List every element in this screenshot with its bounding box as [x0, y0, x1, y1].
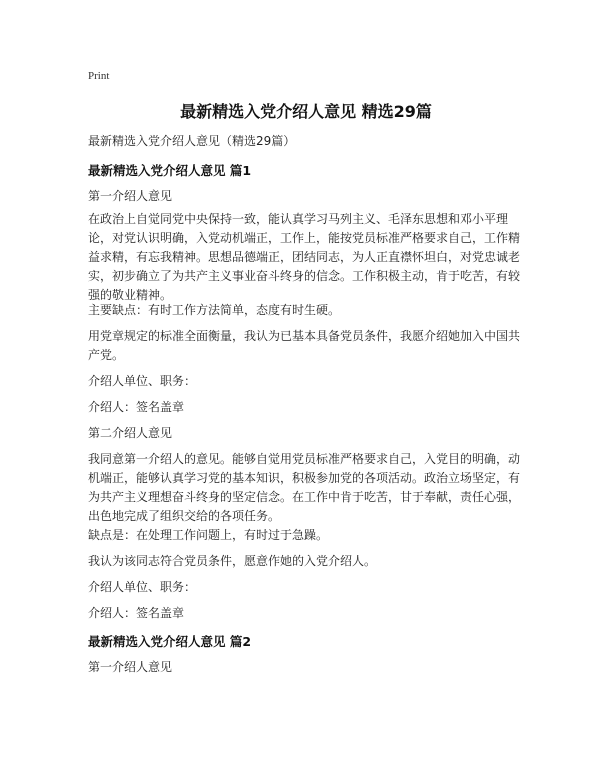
paragraph-shortcoming: 缺点是：在处理工作问题上，有时过于急躁。: [88, 528, 329, 542]
first-introducer-heading-2: 第一介绍人意见: [88, 660, 173, 674]
paragraph-first-opinion: 在政治上自觉同党中央保持一致，能认真学习马列主义、毛泽东思想和邓小平理论，对党认识明确，入党动机端正，工作上，能按党员标准严格要求自己，工作精益求精，有忘我精神。思想品德端正，团结同志，为人正直襟怀坦白，对党忠诚老实，初步确立了为共产主义事业奋斗终身的信念。工作积极主动，肯于吃苦，有较强的敬业精神。: [88, 212, 521, 302]
document-title: 最新精选入党介绍人意见 精选29篇: [180, 102, 432, 121]
introducer-unit-line: 介绍人单位、职务：: [88, 374, 197, 388]
paragraph-main-shortcoming: 主要缺点：有时工作方法简单，态度有时生硬。: [88, 303, 341, 317]
section-heading-2: 最新精选入党介绍人意见 篇2: [88, 634, 252, 649]
section-heading-1: 最新精选入党介绍人意见 篇1: [88, 163, 252, 178]
paragraph-agreement: 我认为该同志符合党员条件，愿意作她的入党介绍人。: [88, 554, 377, 568]
paragraph-second-opinion: 我同意第一介绍人的意见。能够自觉用党员标准严格要求自己，入党目的明确，动机端正，能够认真学习党的基本知识，积极参加党的各项活动。政治立场坚定，有为共产主义理想奋斗终身的坚定信念。在工作中肯于吃苦，甘于奉献，责任心强，出色地完成了组织交给的各项任务。: [88, 452, 521, 523]
first-introducer-heading: 第一介绍人意见: [88, 189, 173, 203]
introducer-unit-line-2: 介绍人单位、职务：: [88, 580, 197, 594]
introducer-signature-line-2: 介绍人：签名盖章: [88, 606, 185, 620]
paragraph-conclusion: 用党章规定的标准全面衡量，我认为已基本具备党员条件，我愿介绍她加入中国共产党。: [88, 329, 521, 362]
print-label[interactable]: Print: [88, 70, 110, 82]
document-subtitle: 最新精选入党介绍人意见（精选29篇）: [88, 134, 296, 148]
second-introducer-heading: 第二介绍人意见: [88, 426, 173, 440]
introducer-signature-line: 介绍人：签名盖章: [88, 400, 185, 414]
